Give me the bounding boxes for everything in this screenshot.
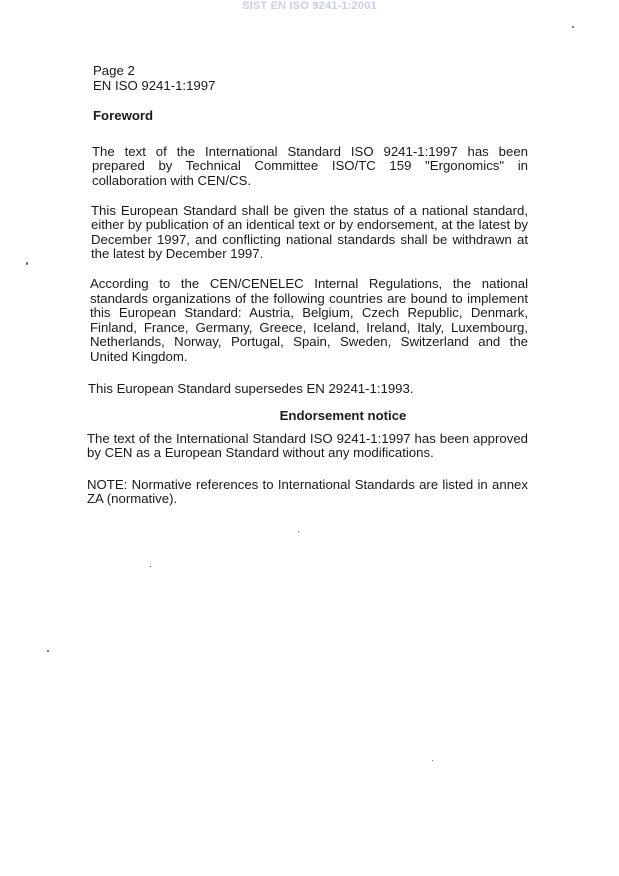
- scan-speck: [298, 531, 299, 532]
- endorsement-text: The text of the International Standard ISO 9241-1:1997 has been approved by CEN as a European Standard without any modifications.: [87, 430, 528, 461]
- scan-speck: [572, 26, 574, 28]
- scan-speck: [150, 566, 151, 567]
- endorsement-note: NOTE: Normative references to International Standards are listed in annex ZA (normative).: [87, 476, 528, 507]
- scan-speck: [26, 262, 28, 265]
- watermark: SIST EN ISO 9241-1:2001: [242, 0, 377, 12]
- document-id: EN ISO 9241-1:1997: [93, 77, 216, 93]
- scan-speck: [47, 650, 49, 652]
- scan-speck: [432, 760, 433, 761]
- foreword-heading: Foreword: [93, 108, 154, 124]
- page-label: Page 2: [93, 63, 135, 78]
- foreword-paragraph-1: The text of the International Standard ISO 9241-1:1997 has been prepared by Technical Committee ISO/TC 159 "Ergonomics" in collaboration with CEN/CS.: [92, 143, 528, 188]
- foreword-paragraph-2: This European Standard shall be given the status of a national standard, either by publication of an identical text or by endorsement, at the latest by December 1997, and conflicting national standards shall be withdrawn at the latest by December 1997.: [91, 202, 528, 262]
- document-page: [88, 64, 528, 507]
- endorsement-heading: Endorsement notice: [279, 408, 407, 424]
- foreword-paragraph-4: This European Standard supersedes EN 29241-1:1993.: [88, 380, 414, 396]
- foreword-paragraph-3: According to the CEN/CENELEC Internal Regulations, the national standards organizations of the following countries are bound to implement this European Standard: Austria, Belgium, Czech Republic, Denmark, Finland, France, Germany, Greece, Iceland, Ireland, Italy, Luxembourg, Netherlands, Norway, Portugal, Spain, Sweden, Switzerland and the United Kingdom.: [90, 275, 528, 364]
